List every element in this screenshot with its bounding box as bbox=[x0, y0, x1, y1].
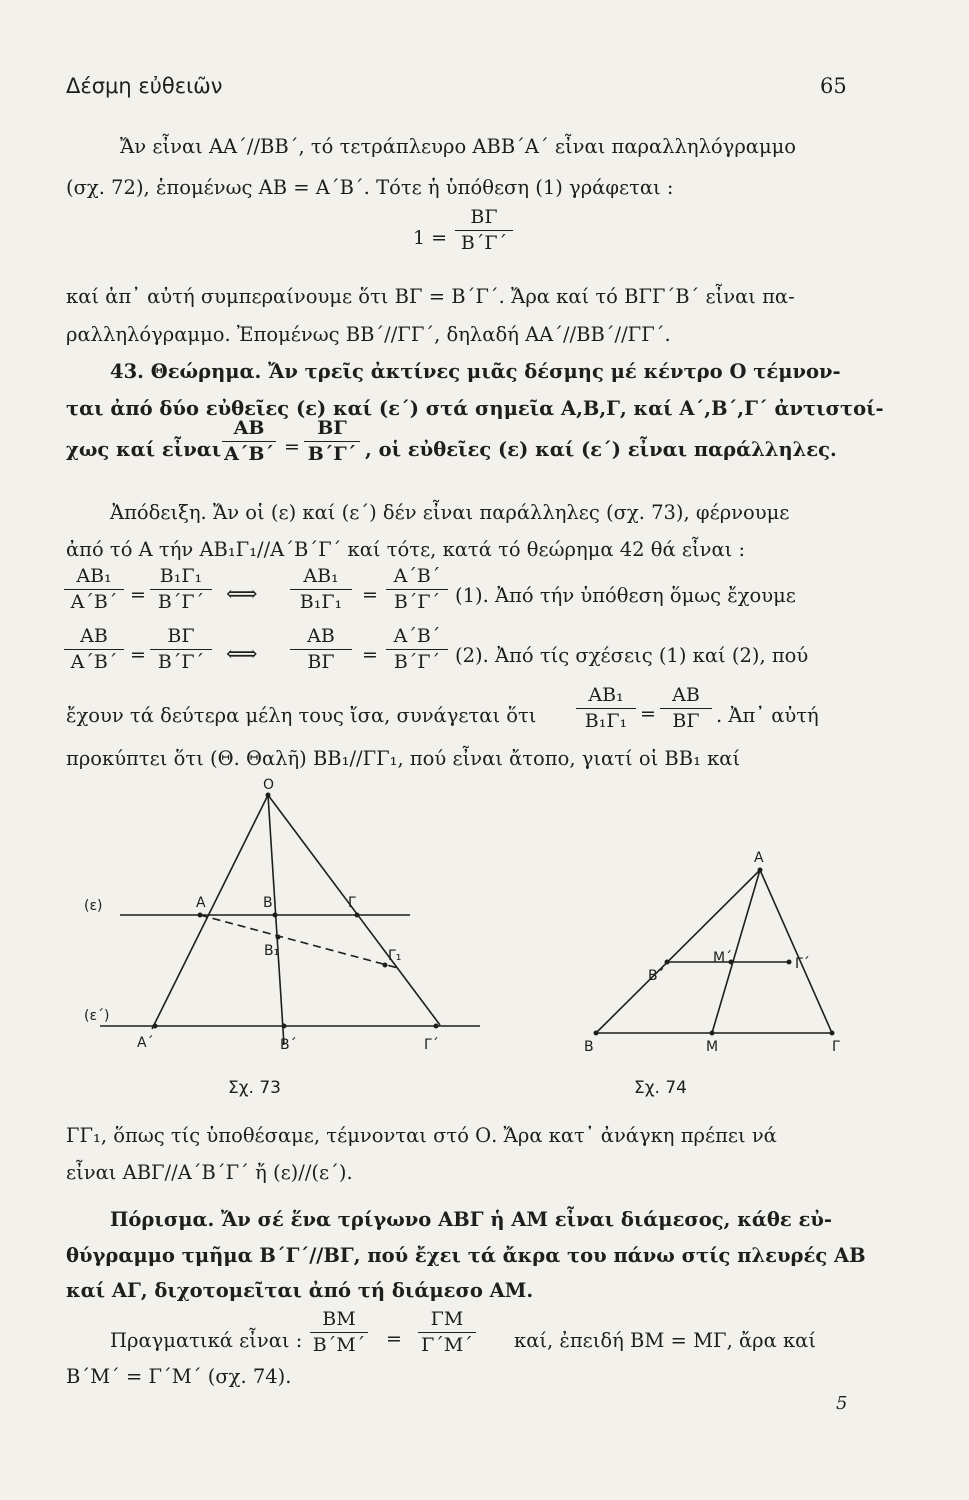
equals-sign: = bbox=[386, 1328, 402, 1350]
equals-sign: = bbox=[362, 584, 378, 606]
figure-73-caption: Σχ. 73 bbox=[228, 1078, 282, 1098]
theorem-text: ται ἀπό δύο εὐθεῖες (ε) καί (ε΄) στά σημεῖα Α,Β,Γ, καί Α΄,Β΄,Γ΄ ἀντιστοί- bbox=[66, 397, 884, 420]
fraction-denominator: Β΄Γ΄ bbox=[460, 232, 508, 254]
text-line: καί ἀπ᾿ αὐτή συμπεραίνουμε ὅτι ΒΓ = Β΄Γ΄. Ἄρα καί τό ΒΓΓ΄Β΄ εἶναι πα- bbox=[66, 285, 795, 308]
fraction bbox=[660, 686, 712, 731]
fraction-denominator: Β΄Μ΄ bbox=[312, 1334, 366, 1356]
corollary-text: θύγραμμο τμῆμα Β΄Γ΄//ΒΓ, πού ἔχει τά ἄκρα του πάνω στίς πλευρές ΑΒ bbox=[66, 1244, 866, 1267]
label-A: Α bbox=[196, 895, 206, 911]
equals-sign: = bbox=[640, 703, 656, 725]
fraction-denominator: Β΄Γ΄ bbox=[157, 651, 205, 673]
fraction-numerator: ΑΒ₁ bbox=[64, 567, 124, 590]
proof-line: ἔχουν τά δεύτερα μέλη τους ἴσα, συνάγεται ὅτι bbox=[66, 704, 537, 727]
theorem-text: χως καί εἶναι bbox=[66, 438, 222, 461]
page-number: 65 bbox=[820, 74, 847, 98]
label-B1: Β₁ bbox=[264, 943, 280, 959]
proof-line: προκύπτει ὅτι (Θ. Θαλῆ) ΒΒ₁//ΓΓ₁, πού εἶναι ἄτοπο, γιατί οἱ ΒΒ₁ καί bbox=[66, 747, 741, 770]
running-header: Δέσμη εὐθειῶν bbox=[66, 74, 223, 98]
signature-mark: 5 bbox=[836, 1393, 848, 1414]
fraction-numerator: ΒΓ bbox=[455, 208, 513, 231]
equation-lhs: 1 = bbox=[413, 227, 448, 249]
label-e: (ε) bbox=[84, 898, 103, 914]
proof-line: (1). Ἀπό τήν ὑπόθεση ὅμως ἔχουμε bbox=[455, 584, 796, 607]
corollary-heading: Πόρισμα. Ἄν σέ ἕνα τρίγωνο ΑΒΓ ἡ ΑΜ εἶναι διάμεσος, κάθε εὐ- bbox=[110, 1208, 833, 1231]
fraction bbox=[290, 627, 352, 672]
fraction-numerator: ΑΒ bbox=[290, 627, 352, 650]
label-e-prime: (ε΄) bbox=[84, 1008, 110, 1024]
fraction-denominator: Β΄Γ΄ bbox=[393, 651, 441, 673]
label-B: Β bbox=[263, 895, 273, 911]
label-M: Μ bbox=[706, 1039, 719, 1055]
fraction-numerator: ΑΒ₁ bbox=[290, 567, 352, 590]
text-line: ραλληλόγραμμο. Ἐπομένως ΒΒ΄//ΓΓ΄, δηλαδή ΑΑ΄//ΒΒ΄//ΓΓ΄. bbox=[66, 323, 671, 346]
fraction-numerator: Α΄Β΄ bbox=[386, 627, 448, 650]
fraction-denominator: ΒΓ bbox=[307, 651, 335, 673]
text-line: Ἄν εἶναι ΑΑ΄//ΒΒ΄, τό τετράπλευρο ΑΒΒ΄Α΄ εἶναι παραλληλόγραμμο bbox=[120, 135, 797, 158]
fraction-denominator: Α΄Β΄ bbox=[224, 443, 274, 465]
fraction-denominator: Β΄Γ΄ bbox=[393, 591, 441, 613]
fraction bbox=[64, 627, 124, 672]
label-A: Α bbox=[754, 850, 764, 866]
fraction-denominator: Β₁Γ₁ bbox=[299, 591, 343, 613]
label-G: Γ bbox=[348, 895, 356, 911]
fraction-numerator: ΓΜ bbox=[418, 1310, 476, 1333]
proof-line: Β΄Μ΄ = Γ΄Μ΄ (σχ. 74). bbox=[66, 1365, 292, 1388]
fraction bbox=[455, 208, 513, 253]
proof-line: Ἀπόδειξη. Ἄν οἱ (ε) καί (ε΄) δέν εἶναι παράλληλες (σχ. 73), φέρνουμε bbox=[110, 501, 790, 524]
fraction bbox=[304, 419, 360, 464]
corollary-text: καί ΑΓ, διχοτομεῖται ἀπό τή διάμεσο ΑΜ. bbox=[66, 1279, 534, 1302]
text-line: (σχ. 72), ἑπομένως ΑΒ = Α΄Β΄. Τότε ἡ ὑπόθεση (1) γράφεται : bbox=[66, 176, 674, 199]
fraction-numerator: ΒΓ bbox=[304, 419, 360, 442]
label-A-prime: Α΄ bbox=[137, 1035, 154, 1051]
proof-line: Πραγματικά εἶναι : bbox=[110, 1329, 303, 1352]
fraction bbox=[150, 567, 212, 612]
fraction-denominator: Β΄Γ΄ bbox=[307, 443, 357, 465]
figure-73 bbox=[80, 775, 500, 1095]
label-B-prime: Β΄ bbox=[648, 968, 665, 984]
theorem-heading: 43. Θεώρημα. Ἄν τρεῖς ἀκτίνες μιᾶς δέσμης μέ κέντρο Ο τέμνον- bbox=[110, 360, 841, 383]
iff-arrow: ⟺ bbox=[226, 582, 258, 607]
proof-line: ΓΓ₁, ὅπως τίς ὑποθέσαμε, τέμνονται στό Ο. Ἄρα κατ᾿ ἀνάγκη πρέπει νά bbox=[66, 1124, 777, 1147]
fraction-denominator: Β΄Γ΄ bbox=[157, 591, 205, 613]
equals-sign: = bbox=[130, 644, 146, 666]
figure-74-caption: Σχ. 74 bbox=[634, 1078, 688, 1098]
fraction-numerator: ΑΒ bbox=[660, 686, 712, 709]
label-G-prime: Γ΄ bbox=[424, 1037, 439, 1053]
fraction-numerator: ΑΒ bbox=[64, 627, 124, 650]
fraction bbox=[64, 567, 124, 612]
fraction-denominator: Α΄Β΄ bbox=[70, 651, 118, 673]
fraction bbox=[576, 686, 636, 731]
fraction bbox=[310, 1310, 368, 1355]
iff-arrow: ⟺ bbox=[226, 642, 258, 667]
fraction-numerator: Α΄Β΄ bbox=[386, 567, 448, 590]
proof-line: . Ἀπ᾿ αὐτή bbox=[716, 704, 819, 727]
equals-sign: = bbox=[284, 436, 300, 458]
fraction-numerator: ΒΜ bbox=[310, 1310, 368, 1333]
label-G1: Γ₁ bbox=[388, 948, 402, 964]
label-M-prime: Μ΄ bbox=[713, 950, 733, 966]
label-G-prime: Γ΄ bbox=[795, 956, 810, 972]
fraction bbox=[418, 1310, 476, 1355]
fraction-denominator: Β₁Γ₁ bbox=[584, 710, 628, 732]
fraction bbox=[150, 627, 212, 672]
fraction bbox=[386, 627, 448, 672]
fraction-numerator: Β₁Γ₁ bbox=[150, 567, 212, 590]
label-B: Β bbox=[584, 1039, 594, 1055]
fraction-numerator: ΑΒ bbox=[222, 419, 276, 442]
fraction-denominator: Γ΄Μ΄ bbox=[421, 1334, 473, 1356]
theorem-text: , οἱ εὐθεῖες (ε) καί (ε΄) εἶναι παράλληλες. bbox=[365, 438, 837, 461]
label-B-prime: Β΄ bbox=[280, 1037, 297, 1053]
proof-line: εἶναι ΑΒΓ//Α΄Β΄Γ΄ ἤ (ε)//(ε΄). bbox=[66, 1161, 353, 1184]
equals-sign: = bbox=[362, 644, 378, 666]
proof-line: ἀπό τό Α τήν ΑΒ₁Γ₁//Α΄Β΄Γ΄ καί τότε, κατά τό θεώρημα 42 θά εἶναι : bbox=[66, 538, 746, 561]
label-O: Ο bbox=[263, 777, 275, 793]
fraction-denominator: ΒΓ bbox=[672, 710, 700, 732]
proof-line: καί, ἐπειδή ΒΜ = ΜΓ, ἄρα καί bbox=[514, 1329, 816, 1352]
proof-line: (2). Ἀπό τίς σχέσεις (1) καί (2), πού bbox=[455, 644, 809, 667]
fraction bbox=[290, 567, 352, 612]
fraction bbox=[222, 419, 276, 464]
equals-sign: = bbox=[130, 584, 146, 606]
label-G: Γ bbox=[832, 1039, 840, 1055]
fraction-numerator: ΒΓ bbox=[150, 627, 212, 650]
figure-74 bbox=[570, 840, 870, 1060]
fraction-numerator: ΑΒ₁ bbox=[576, 686, 636, 709]
fraction-denominator: Α΄Β΄ bbox=[70, 591, 118, 613]
fraction bbox=[386, 567, 448, 612]
